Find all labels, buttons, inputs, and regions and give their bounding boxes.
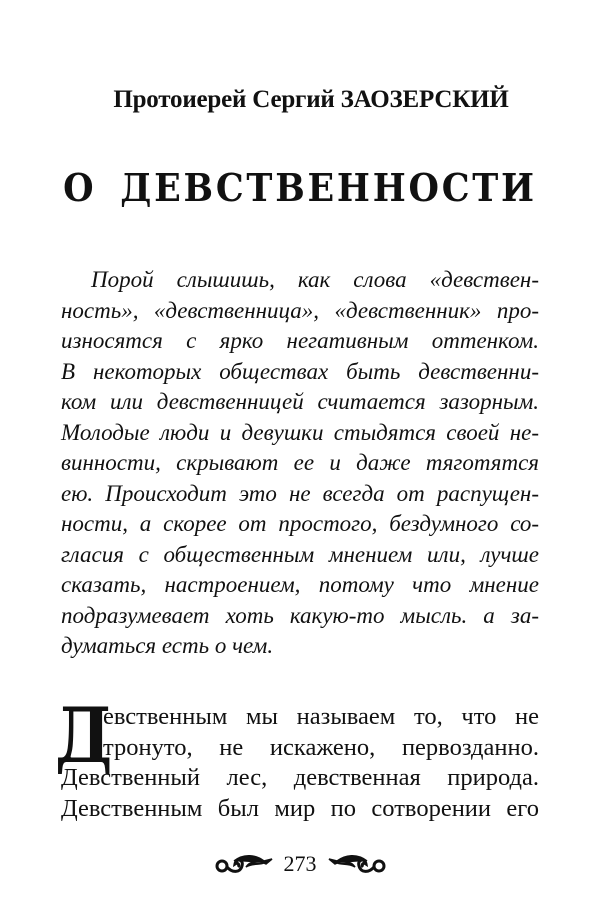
epigraph-line: винности, скрывают ее и даже тяготятся [61, 450, 539, 475]
body-line: тронуто, не искажено, первозданно. [103, 733, 539, 761]
author-name: Протоиерей Сергий ЗАОЗЕРСКИЙ [113, 86, 509, 113]
epigraph-line: Молодые люди и девушки стыдятся своей не- [61, 419, 539, 445]
epigraph-line: ком или девственницей считается зазорным. [61, 389, 539, 414]
body-line: Девственным был мир по сотворении его [61, 794, 539, 822]
epigraph-line: В некоторых обществах быть девственни- [61, 358, 539, 384]
epigraph-line: ность», «девственница», «девственник» про- [61, 297, 539, 323]
epigraph-line: подразумевает хоть какую-то мысль. а за- [61, 602, 539, 628]
epigraph-line: гласия с общественным мнением или, лучше [61, 541, 539, 567]
epigraph-line: износятся с ярко негативным оттенком. [61, 328, 539, 353]
scroll-ornament-left-icon [214, 853, 276, 875]
scroll-ornament-right-icon [325, 853, 387, 875]
drop-cap: Д [55, 691, 113, 780]
chapter-title [24, 160, 576, 216]
epigraph-line: Порой слышишь, как слова «девствен- [91, 267, 539, 292]
body-paragraph [55, 691, 539, 824]
page-footer [0, 850, 600, 878]
epigraph-line: ею. Происходит это не всегда от распущен- [61, 480, 539, 506]
epigraph-line: ности, а скорее от простого, бездумного со- [61, 511, 539, 536]
body-line: евственным мы называем то, что не [103, 703, 539, 730]
chapter-title-word: ДЕВСТВЕННОСТИ [120, 165, 537, 210]
epigraph-line: думаться есть о чем. [61, 633, 274, 658]
page-number: 273 [283, 851, 317, 876]
body-line: Девственный лес, девственная природа. [61, 764, 539, 791]
epigraph-paragraph [61, 265, 539, 662]
chapter-title-prefix: О [63, 165, 97, 210]
epigraph-line: сказать, настроением, потому что мнение [61, 572, 539, 597]
